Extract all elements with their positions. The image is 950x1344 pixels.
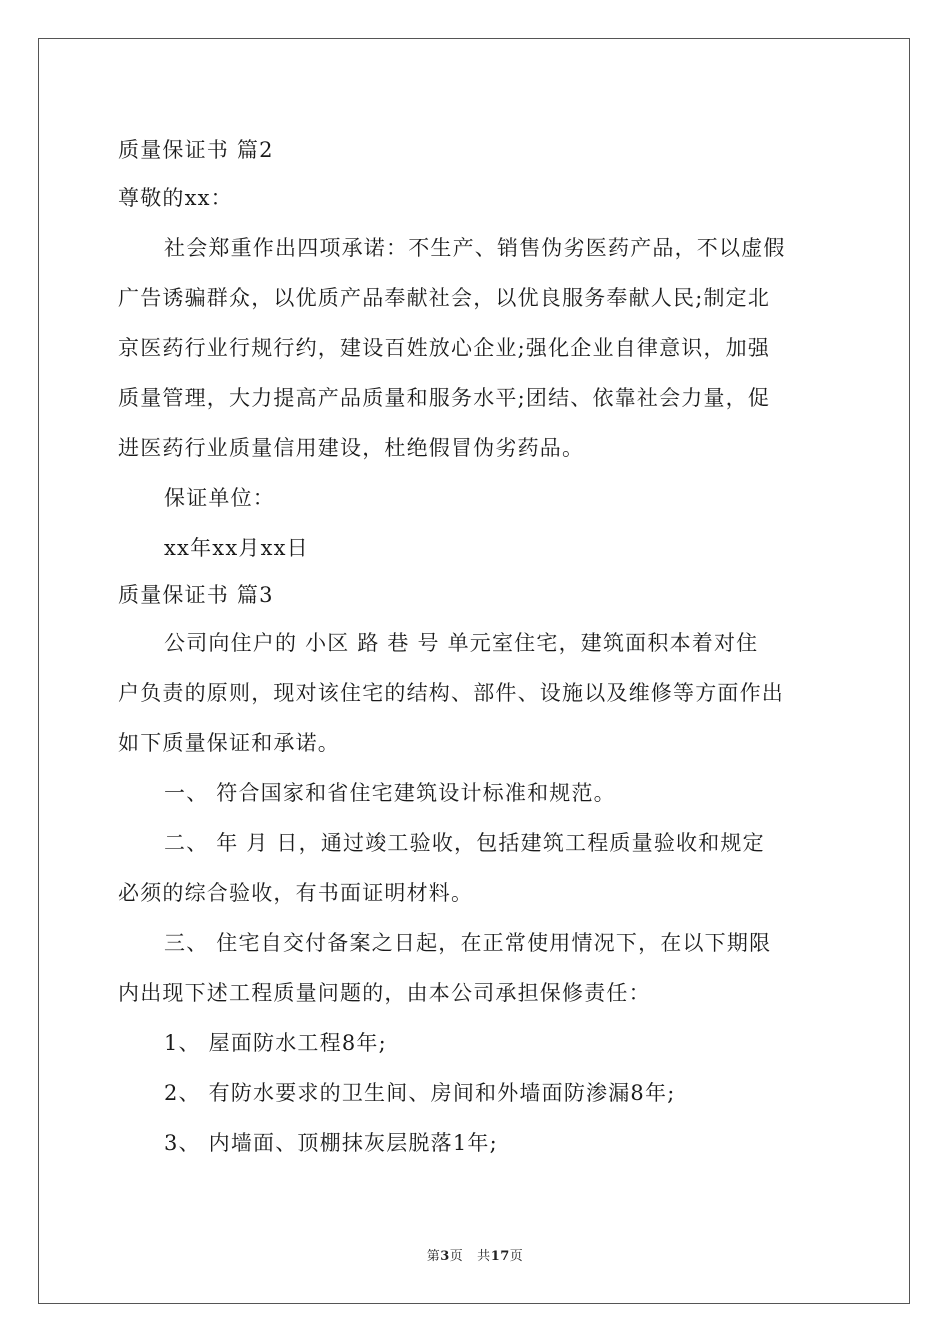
page-footer [0, 1245, 950, 1264]
sub-item-2: 2、 有防水要求的卫生间、房间和外墙面防渗漏8年; [164, 1081, 676, 1105]
paragraph-line: 京医药行业行规行约，建设百姓放心企业;强化企业自律意识，加强 [118, 336, 771, 360]
paragraph-line: 质量管理，大力提高产品质量和服务水平;团结、依靠社会力量，促 [118, 386, 771, 410]
list-item-3: 三、 住宅自交付备案之日起，在正常使用情况下，在以下期限 [164, 931, 772, 955]
current-page-number: 3 [440, 1249, 450, 1264]
page-prefix: 第 [426, 1249, 441, 1264]
total-suffix: 页 [509, 1249, 524, 1264]
date-line: xx年xx月xx日 [164, 536, 309, 560]
list-item-2: 二、 年 月 日，通过竣工验收，包括建筑工程质量验收和规定 [164, 831, 765, 855]
page-suffix: 页 [449, 1249, 464, 1264]
total-page-count: 17 [490, 1249, 510, 1264]
sub-item-3: 3、 内墙面、顶棚抹灰层脱落1年; [164, 1131, 498, 1155]
paragraph-line: 广告诱骗群众，以优质产品奉献社会，以优良服务奉献人民;制定北 [118, 286, 771, 310]
paragraph-line: 如下质量保证和承诺。 [118, 731, 340, 755]
document-body [118, 128, 838, 1168]
list-item-2-continued: 必须的综合验收，有书面证明材料。 [118, 881, 474, 905]
list-item-3-continued: 内出现下述工程质量问题的，由本公司承担保修责任： [118, 981, 651, 1005]
section-heading-3: 质量保证书 篇3 [118, 583, 274, 607]
salutation: 尊敬的xx： [118, 186, 233, 210]
paragraph-line: 公司向住户的 小区 路 巷 号 单元室住宅，建筑面积本着对住 [164, 631, 759, 655]
paragraph-line: 社会郑重作出四项承诺：不生产、销售伪劣医药产品，不以虚假 [164, 236, 786, 260]
section-heading-2: 质量保证书 篇2 [118, 138, 274, 162]
total-prefix: 共 [477, 1249, 491, 1264]
paragraph-line: 进医药行业质量信用建设，杜绝假冒伪劣药品。 [118, 436, 585, 460]
paragraph-line: 户负责的原则，现对该住宅的结构、部件、设施以及维修等方面作出 [118, 681, 784, 705]
sub-item-1: 1、 屋面防水工程8年; [164, 1031, 387, 1055]
guarantor-label: 保证单位： [164, 486, 275, 510]
list-item-1: 一、 符合国家和省住宅建筑设计标准和规范。 [164, 781, 616, 805]
